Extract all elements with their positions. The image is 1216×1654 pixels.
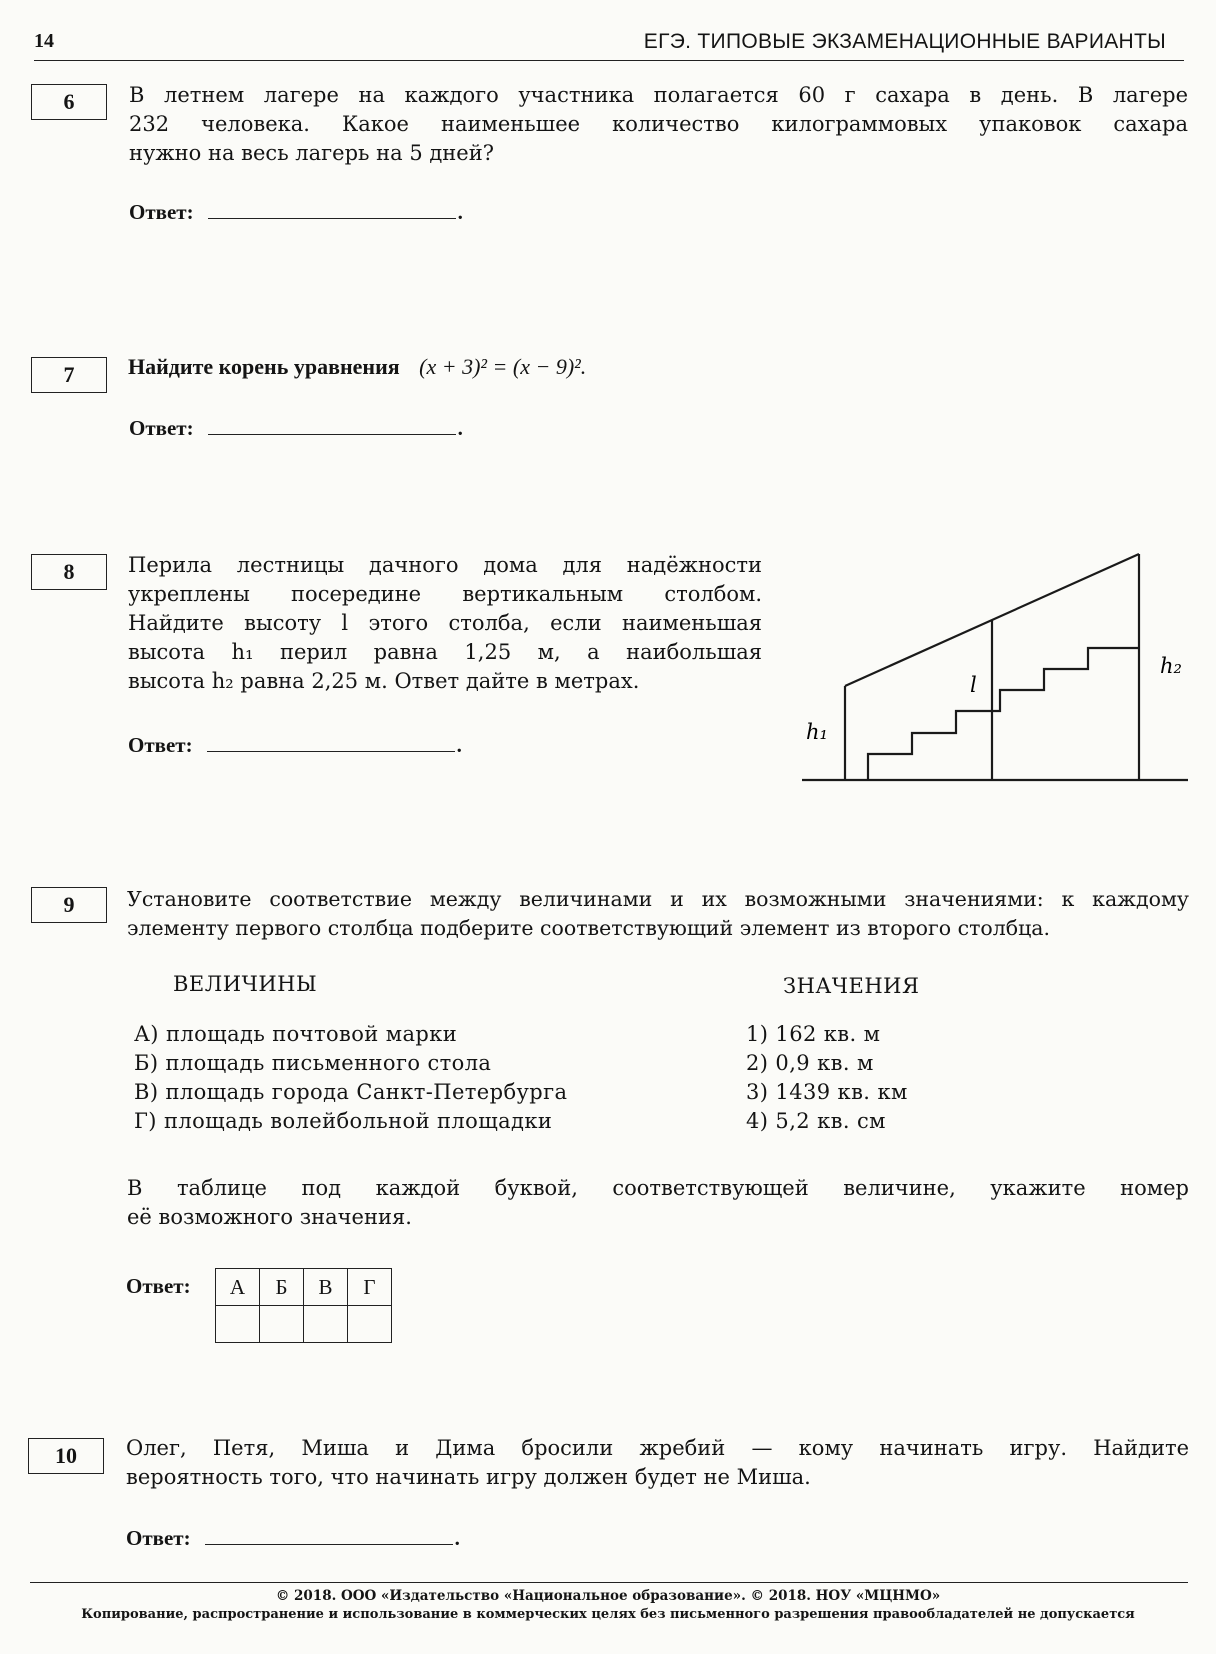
right-column-header: ЗНАЧЕНИЯ: [783, 974, 920, 998]
label-h2: h₂: [1160, 654, 1182, 678]
task-8-line: Перила лестницы дачного дома для надёжности: [128, 553, 762, 577]
task-6-line: 232 человека. Какое наименьшее количество килограммовых упаковок сахара: [129, 112, 1188, 136]
answer-label: Ответ:: [126, 1526, 191, 1550]
task-6-line: нужно на весь лагерь на 5 дней?: [129, 141, 494, 165]
table-answer-cell-v[interactable]: [304, 1306, 348, 1343]
task-10-answer: Ответ: .: [126, 1526, 460, 1550]
task-9-instruction-line: её возможного значения.: [127, 1205, 412, 1229]
task-9-instruction-line: В таблице под каждой буквой, соответствующей величине, укажите номер: [127, 1176, 1189, 1200]
task-6-answer: Ответ: .: [129, 200, 463, 224]
header-rule: [34, 60, 1184, 61]
task-10-answer-field[interactable]: [205, 1526, 453, 1545]
task-8-answer: Ответ: .: [128, 733, 462, 757]
stairs: [868, 648, 1139, 780]
quantity-item-b: Б) площадь письменного стола: [134, 1051, 492, 1075]
answer-label: Ответ:: [129, 416, 194, 440]
task-9-instruction: [127, 1174, 1189, 1232]
task-9-answer-label: Ответ:: [126, 1274, 191, 1298]
task-10-number: 10: [28, 1438, 104, 1474]
task-6-number: 6: [31, 84, 107, 120]
label-l: l: [970, 673, 977, 697]
task-7-answer: Ответ: .: [129, 416, 463, 440]
task-9-answer-table: [215, 1268, 392, 1343]
page-header-title: ЕГЭ. ТИПОВЫЕ ЭКЗАМЕНАЦИОННЫЕ ВАРИАНТЫ: [643, 30, 1166, 53]
task-8-number: 8: [31, 554, 107, 590]
quantity-item-a: А) площадь почтовой марки: [134, 1022, 458, 1046]
label-h1: h₁: [806, 720, 828, 744]
task-9-line: Установите соответствие между величинами и их возможными значениями: к каждому: [127, 887, 1189, 911]
task-9-text: [127, 885, 1189, 943]
quantity-item-v: В) площадь города Санкт-Петербурга: [134, 1080, 568, 1104]
task-7-number: 7: [31, 357, 107, 393]
task-9-number: 9: [31, 887, 107, 923]
task-7-equation: (x + 3)² = (x − 9)².: [419, 354, 587, 379]
task-9-line: элементу первого столбца подберите соответствующий элемент из второго столбца.: [127, 916, 1051, 940]
table-letter-g: Г: [348, 1269, 392, 1306]
task-10-line: вероятность того, что начинать игру должен будет не Миша.: [126, 1465, 811, 1489]
task-7-answer-field[interactable]: [208, 416, 456, 435]
table-letter-a: А: [216, 1269, 260, 1306]
page-number: 14: [34, 30, 54, 52]
table-letter-b: Б: [260, 1269, 304, 1306]
quantity-item-g: Г) площадь волейбольной площадки: [134, 1109, 553, 1133]
task-6-answer-field[interactable]: [208, 200, 456, 219]
table-letter-v: В: [304, 1269, 348, 1306]
value-item-4: 4) 5,2 кв. см: [746, 1109, 886, 1133]
task-10-line: Олег, Петя, Миша и Дима бросили жребий — кому начинать игру. Найдите: [126, 1436, 1189, 1460]
task-8-line: высота h₁ перил равна 1,25 м, а наибольшая: [128, 640, 762, 664]
stair-railing-figure: [790, 540, 1200, 790]
task-6-line: В летнем лагере на каждого участника полагается 60 г сахара в день. В лагере: [129, 83, 1188, 107]
task-8-answer-field[interactable]: [207, 733, 455, 752]
task-8-line: Найдите высоту l этого столба, если наименьшая: [128, 611, 762, 635]
task-6-text: [129, 81, 1188, 168]
answer-label: Ответ:: [128, 733, 193, 757]
value-item-1: 1) 162 кв. м: [746, 1022, 881, 1046]
footer-notice: Копирование, распространение и использование в коммерческих целях без письменного разрешения правообладателей не допускается: [81, 1607, 1135, 1622]
table-answer-cell-b[interactable]: [260, 1306, 304, 1343]
answer-label: Ответ:: [129, 200, 194, 224]
task-7-text: [128, 352, 586, 381]
task-8-line: укреплены посередине вертикальным столбом.: [128, 582, 762, 606]
task-8-text: [128, 551, 762, 696]
value-item-2: 2) 0,9 кв. м: [746, 1051, 874, 1075]
table-answer-cell-a[interactable]: [216, 1306, 260, 1343]
left-column-header: ВЕЛИЧИНЫ: [173, 972, 318, 996]
table-answer-cell-g[interactable]: [348, 1306, 392, 1343]
task-7-prompt: Найдите корень уравнения: [128, 354, 400, 379]
task-10-text: [126, 1434, 1189, 1492]
footer-copyright: © 2018. ООО «Издательство «Национальное образование». © 2018. НОУ «МЦНМО»: [275, 1588, 941, 1604]
task-8-line: высота h₂ равна 2,25 м. Ответ дайте в метрах.: [128, 669, 640, 693]
footer-rule: [30, 1582, 1188, 1583]
value-item-3: 3) 1439 кв. км: [746, 1080, 908, 1104]
